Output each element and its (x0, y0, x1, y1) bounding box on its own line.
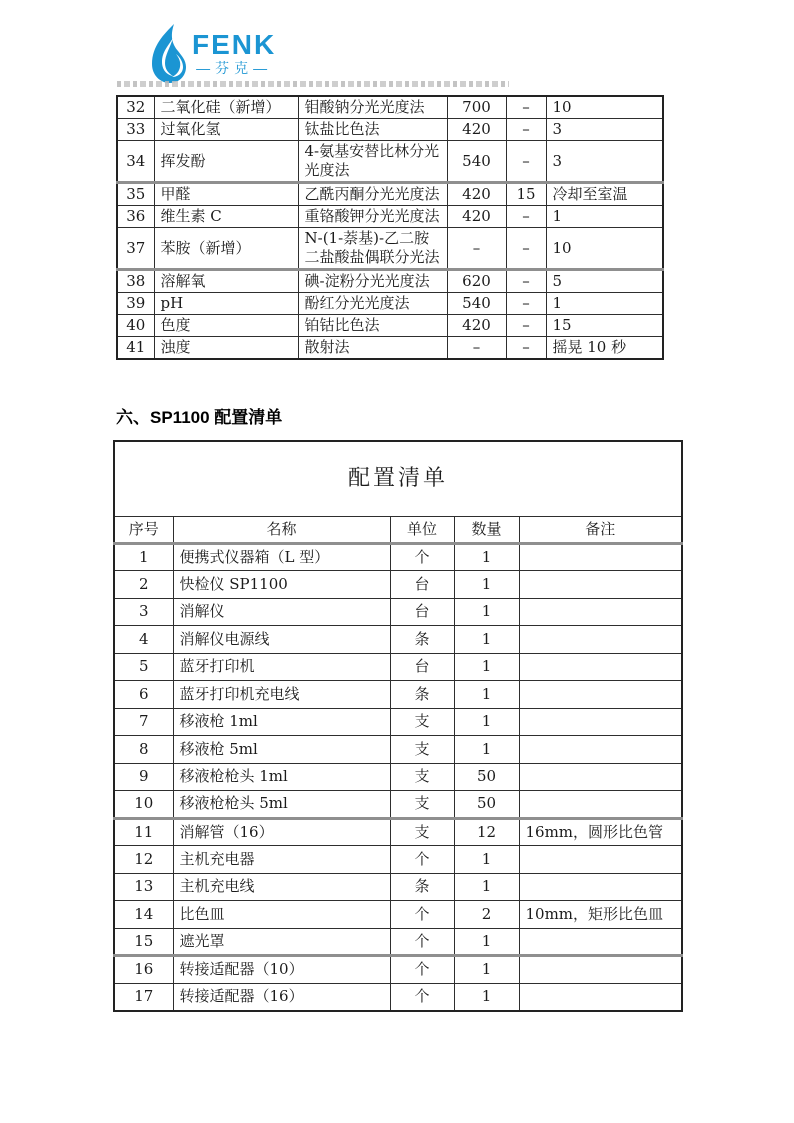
table-row (114, 983, 682, 1011)
parameter-name-cell: 二氧化硅（新增） (154, 96, 298, 119)
quantity-cell: 1 (454, 928, 519, 956)
quantity-cell: 1 (454, 873, 519, 901)
remark-cell: 16mm，圆形比色管 (519, 818, 682, 846)
item-name-cell: 消解仪 (173, 598, 390, 626)
methods-table (116, 95, 664, 360)
method-cell: 铂钴比色法 (298, 315, 447, 337)
section-heading: 六、SP1100 配置清单 (116, 408, 283, 427)
unit-cell: 台 (390, 598, 454, 626)
table-row (114, 901, 682, 929)
index-cell: 4 (114, 626, 173, 654)
unit-cell: 个 (390, 846, 454, 874)
methods-table-body (117, 96, 663, 359)
row-number-cell: 38 (117, 270, 154, 293)
wavelength-cell: – (447, 228, 506, 270)
table-row (117, 183, 663, 206)
table-row (114, 846, 682, 874)
quantity-cell: 1 (454, 708, 519, 736)
remark-cell (519, 846, 682, 874)
table-row (117, 206, 663, 228)
remark-cell (519, 983, 682, 1011)
item-name-cell: 消解仪电源线 (173, 626, 390, 654)
item-name-cell: 主机充电器 (173, 846, 390, 874)
table-row (114, 928, 682, 956)
index-cell: 14 (114, 901, 173, 929)
quantity-cell: 1 (454, 653, 519, 681)
wavelength-cell: 540 (447, 141, 506, 183)
index-cell: 6 (114, 681, 173, 709)
table-row (117, 96, 663, 119)
config-table-title: 配置清单 (114, 441, 682, 516)
quantity-cell: 1 (454, 956, 519, 984)
item-name-cell: 比色皿 (173, 901, 390, 929)
logo-text (192, 24, 276, 76)
config-table-title-row (114, 441, 682, 516)
unit-cell: 个 (390, 928, 454, 956)
table-row (114, 818, 682, 846)
item-name-cell: 移液枪 5ml (173, 736, 390, 764)
clipped-previous-row-fragment (117, 81, 509, 87)
table-row (114, 653, 682, 681)
method-cell: 散射法 (298, 337, 447, 360)
column-header-remark: 备注 (519, 516, 682, 543)
wavelength-cell: – (447, 337, 506, 360)
table-row (114, 598, 682, 626)
quantity-cell: 1 (454, 983, 519, 1011)
index-cell: 15 (114, 928, 173, 956)
row-number-cell: 41 (117, 337, 154, 360)
note-cell: 10 (546, 96, 663, 119)
time-cell: – (506, 206, 546, 228)
unit-cell: 条 (390, 681, 454, 709)
method-cell: 4-氨基安替比林分光光度法 (298, 141, 447, 183)
index-cell: 3 (114, 598, 173, 626)
remark-cell (519, 763, 682, 791)
item-name-cell: 移液枪 1ml (173, 708, 390, 736)
note-cell: 冷却至室温 (546, 183, 663, 206)
item-name-cell: 蓝牙打印机充电线 (173, 681, 390, 709)
unit-cell: 条 (390, 626, 454, 654)
remark-cell (519, 653, 682, 681)
index-cell: 5 (114, 653, 173, 681)
note-cell: 1 (546, 206, 663, 228)
table-row (114, 736, 682, 764)
table-row (117, 141, 663, 183)
brand-logo (150, 24, 330, 86)
flame-drop-icon (150, 24, 188, 84)
item-name-cell: 移液枪枪头 1ml (173, 763, 390, 791)
quantity-cell: 1 (454, 598, 519, 626)
unit-cell: 台 (390, 571, 454, 599)
logo-brand-name: FENK (192, 29, 277, 60)
column-header-unit: 单位 (390, 516, 454, 543)
quantity-cell: 1 (454, 571, 519, 599)
remark-cell: 10mm，矩形比色皿 (519, 901, 682, 929)
wavelength-cell: 540 (447, 293, 506, 315)
row-number-cell: 35 (117, 183, 154, 206)
item-name-cell: 主机充电线 (173, 873, 390, 901)
parameter-name-cell: pH (154, 293, 298, 315)
item-name-cell: 移液枪枪头 5ml (173, 791, 390, 819)
method-cell: 钼酸钠分光光度法 (298, 96, 447, 119)
row-number-cell: 32 (117, 96, 154, 119)
table-row (114, 681, 682, 709)
index-cell: 16 (114, 956, 173, 984)
parameter-name-cell: 色度 (154, 315, 298, 337)
item-name-cell: 转接适配器（10） (173, 956, 390, 984)
remark-cell (519, 791, 682, 819)
remark-cell (519, 928, 682, 956)
table-row (117, 315, 663, 337)
table-row (117, 337, 663, 360)
index-cell: 8 (114, 736, 173, 764)
unit-cell: 支 (390, 818, 454, 846)
quantity-cell: 1 (454, 543, 519, 571)
unit-cell: 个 (390, 956, 454, 984)
unit-cell: 台 (390, 653, 454, 681)
parameter-name-cell: 维生素 C (154, 206, 298, 228)
logo-chinese-name: —芬克— (196, 60, 273, 76)
parameter-name-cell: 甲醛 (154, 183, 298, 206)
column-header-index: 序号 (114, 516, 173, 543)
remark-cell (519, 873, 682, 901)
quantity-cell: 1 (454, 681, 519, 709)
index-cell: 1 (114, 543, 173, 571)
wavelength-cell: 420 (447, 119, 506, 141)
index-cell: 2 (114, 571, 173, 599)
index-cell: 12 (114, 846, 173, 874)
table-row (114, 571, 682, 599)
row-number-cell: 40 (117, 315, 154, 337)
item-name-cell: 遮光罩 (173, 928, 390, 956)
item-name-cell: 快检仪 SP1100 (173, 571, 390, 599)
wavelength-cell: 420 (447, 315, 506, 337)
config-table-header-row (114, 516, 682, 543)
note-cell: 15 (546, 315, 663, 337)
time-cell: – (506, 315, 546, 337)
remark-cell (519, 681, 682, 709)
time-cell: – (506, 141, 546, 183)
unit-cell: 个 (390, 901, 454, 929)
remark-cell (519, 956, 682, 984)
unit-cell: 支 (390, 763, 454, 791)
item-name-cell: 消解管（16） (173, 818, 390, 846)
unit-cell: 个 (390, 983, 454, 1011)
parameter-name-cell: 挥发酚 (154, 141, 298, 183)
method-cell: 碘-淀粉分光光度法 (298, 270, 447, 293)
column-header-quantity: 数量 (454, 516, 519, 543)
remark-cell (519, 571, 682, 599)
time-cell: 15 (506, 183, 546, 206)
item-name-cell: 转接适配器（16） (173, 983, 390, 1011)
wavelength-cell: 420 (447, 206, 506, 228)
method-cell: 重铬酸钾分光光度法 (298, 206, 447, 228)
quantity-cell: 2 (454, 901, 519, 929)
time-cell: – (506, 228, 546, 270)
row-number-cell: 34 (117, 141, 154, 183)
unit-cell: 条 (390, 873, 454, 901)
config-table-body (114, 543, 682, 1011)
unit-cell: 支 (390, 708, 454, 736)
item-name-cell: 蓝牙打印机 (173, 653, 390, 681)
unit-cell: 个 (390, 543, 454, 571)
unit-cell: 支 (390, 736, 454, 764)
table-row (114, 956, 682, 984)
wavelength-cell: 420 (447, 183, 506, 206)
config-table (113, 440, 683, 1012)
quantity-cell: 12 (454, 818, 519, 846)
remark-cell (519, 708, 682, 736)
index-cell: 13 (114, 873, 173, 901)
table-row (114, 543, 682, 571)
note-cell: 摇晃 10 秒 (546, 337, 663, 360)
index-cell: 10 (114, 791, 173, 819)
time-cell: – (506, 119, 546, 141)
method-cell: 酚红分光光度法 (298, 293, 447, 315)
parameter-name-cell: 浊度 (154, 337, 298, 360)
table-row (117, 228, 663, 270)
note-cell: 3 (546, 141, 663, 183)
parameter-name-cell: 苯胺（新增） (154, 228, 298, 270)
note-cell: 1 (546, 293, 663, 315)
quantity-cell: 1 (454, 846, 519, 874)
quantity-cell: 50 (454, 763, 519, 791)
time-cell: – (506, 337, 546, 360)
item-name-cell: 便携式仪器箱（L 型） (173, 543, 390, 571)
row-number-cell: 37 (117, 228, 154, 270)
table-row (117, 119, 663, 141)
remark-cell (519, 598, 682, 626)
method-cell: 钛盐比色法 (298, 119, 447, 141)
table-row (114, 708, 682, 736)
method-cell: N-(1-萘基)-乙二胺二盐酸盐偶联分光法 (298, 228, 447, 270)
remark-cell (519, 736, 682, 764)
index-cell: 7 (114, 708, 173, 736)
time-cell: – (506, 96, 546, 119)
note-cell: 3 (546, 119, 663, 141)
note-cell: 10 (546, 228, 663, 270)
method-cell: 乙酰丙酮分光光度法 (298, 183, 447, 206)
row-number-cell: 33 (117, 119, 154, 141)
quantity-cell: 1 (454, 736, 519, 764)
table-row (114, 763, 682, 791)
column-header-name: 名称 (173, 516, 390, 543)
remark-cell (519, 543, 682, 571)
index-cell: 9 (114, 763, 173, 791)
table-row (114, 626, 682, 654)
time-cell: – (506, 293, 546, 315)
index-cell: 17 (114, 983, 173, 1011)
parameter-name-cell: 过氧化氢 (154, 119, 298, 141)
table-row (117, 270, 663, 293)
quantity-cell: 1 (454, 626, 519, 654)
parameter-name-cell: 溶解氧 (154, 270, 298, 293)
index-cell: 11 (114, 818, 173, 846)
table-row (114, 791, 682, 819)
time-cell: – (506, 270, 546, 293)
table-row (114, 873, 682, 901)
unit-cell: 支 (390, 791, 454, 819)
wavelength-cell: 620 (447, 270, 506, 293)
remark-cell (519, 626, 682, 654)
note-cell: 5 (546, 270, 663, 293)
table-row (117, 293, 663, 315)
row-number-cell: 39 (117, 293, 154, 315)
wavelength-cell: 700 (447, 96, 506, 119)
row-number-cell: 36 (117, 206, 154, 228)
quantity-cell: 50 (454, 791, 519, 819)
